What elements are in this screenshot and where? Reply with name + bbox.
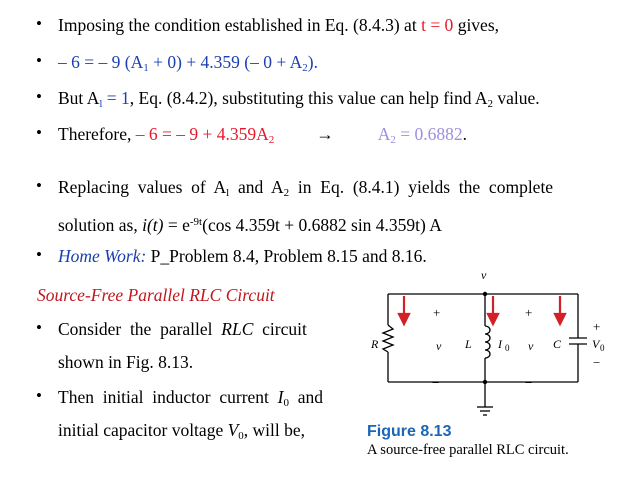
plus-3: + xyxy=(593,319,601,334)
text-segment: = 1 xyxy=(102,88,130,108)
text-segment: But A xyxy=(58,88,100,108)
figure-caption: A source-free parallel RLC circuit. xyxy=(367,442,569,458)
arrow-c-head xyxy=(555,314,565,324)
bullet-line-4 xyxy=(58,123,467,151)
bullet-line-5-cont xyxy=(58,211,442,236)
circuit-diagram xyxy=(360,262,615,422)
subscript: l xyxy=(226,187,230,199)
bullet-marker: • xyxy=(36,123,42,142)
text-segment: shown in Fig. 8.13. xyxy=(58,352,194,372)
text-segment: A xyxy=(377,124,391,144)
i0-sub: 0 xyxy=(505,343,510,353)
minus-2: − xyxy=(525,375,533,390)
text-segment: i(t) xyxy=(142,215,164,235)
v0-sub: 0 xyxy=(600,343,605,353)
v-label-1: v xyxy=(436,339,442,353)
text-segment: V xyxy=(227,420,239,440)
text-segment: Therefore, xyxy=(58,124,136,144)
arrow-symbol: → xyxy=(316,124,334,144)
text-segment: + 0) + 4.359 (– 0 + A xyxy=(148,52,303,72)
subscript: 2 xyxy=(390,134,396,146)
text-segment: RLC xyxy=(221,319,254,339)
text-segment: Imposing the condition established in Eq. (8.4.3) at xyxy=(58,15,422,35)
lower-bullet-1 xyxy=(58,318,307,340)
text-segment: Consider the parallel xyxy=(58,319,222,339)
text-segment: (cos 4.359t + 0.6882 sin 4.359t) A xyxy=(202,215,442,235)
subscript: 2 xyxy=(283,187,290,199)
i0-label: I xyxy=(498,337,502,351)
text-segment: initial capacitor voltage xyxy=(58,420,228,440)
bullet-marker: • xyxy=(36,87,42,106)
bullet-marker: • xyxy=(36,176,42,195)
text-segment: P_Problem 8.4, Problem 8.15 and 8.16. xyxy=(146,246,427,266)
text-segment: circuit xyxy=(253,319,307,339)
bullet-line-3 xyxy=(58,87,540,115)
bullet-marker: • xyxy=(36,14,42,33)
node-top xyxy=(483,292,487,296)
text-segment: t = 0 xyxy=(421,15,454,35)
v0-label: V xyxy=(592,337,600,351)
text-segment: , will be, xyxy=(243,420,306,440)
text-segment: , Eq. (8.4.2), substituting this value can help find A xyxy=(129,88,488,108)
text-segment: – 6 = – 9 (A xyxy=(58,52,144,72)
c-label: C xyxy=(553,337,562,351)
bullet-line-2 xyxy=(58,51,318,79)
bullet-marker: • xyxy=(36,386,42,405)
subscript: 2 xyxy=(268,134,275,146)
lower-bullet-2-cont xyxy=(58,419,305,447)
subscript: 1 xyxy=(143,62,149,74)
bullet-line-5 xyxy=(58,176,603,204)
arrow-l-head xyxy=(488,314,498,324)
text-segment: = 0.6882 xyxy=(395,124,463,144)
subscript: 2 xyxy=(487,98,494,110)
subscript: 2 xyxy=(302,62,308,74)
v-label-2: v xyxy=(528,339,534,353)
plus-2: + xyxy=(525,305,533,320)
text-segment: . xyxy=(462,124,468,144)
lower-bullet-1-cont xyxy=(58,351,193,373)
figure-title: Figure 8.13 xyxy=(367,423,452,440)
resistor xyxy=(383,325,393,352)
node-bottom xyxy=(483,380,487,384)
bullet-marker: • xyxy=(36,51,42,70)
text-segment: value. xyxy=(493,88,540,108)
bullet-marker: • xyxy=(36,245,42,264)
subscript: 0 xyxy=(238,430,244,442)
text-segment: Then initial inductor current xyxy=(58,387,278,407)
text-segment: gives, xyxy=(453,15,500,35)
l-label: L xyxy=(465,337,472,351)
plus-1: + xyxy=(433,305,441,320)
superscript: -9t xyxy=(189,216,203,228)
text-segment: and A xyxy=(229,177,284,197)
inductor xyxy=(485,326,490,358)
text-segment: ). xyxy=(307,52,318,72)
text-segment: and xyxy=(288,387,324,407)
r-label: R xyxy=(371,337,379,351)
subscript: l xyxy=(99,98,103,110)
text-segment: I xyxy=(277,387,284,407)
minus-3: − xyxy=(593,355,601,370)
bullet-marker: • xyxy=(36,318,42,337)
section-title: Source-Free Parallel RLC Circuit xyxy=(37,285,275,305)
v-node-label: v xyxy=(481,268,487,282)
text-segment: Replacing values of A xyxy=(58,177,227,197)
bullet-line-1 xyxy=(58,14,499,36)
text-segment: = e xyxy=(163,215,190,235)
text-segment: – 6 = – 9 + 4.359A xyxy=(135,124,269,144)
text-segment: solution as, xyxy=(58,215,143,235)
subscript: 0 xyxy=(283,397,289,409)
homework-label: Home Work: xyxy=(58,246,147,266)
text-segment: in Eq. (8.4.1) yields the complete xyxy=(289,177,554,197)
minus-1: − xyxy=(432,375,440,390)
arrow-r-head xyxy=(399,314,409,324)
lower-bullet-2 xyxy=(58,386,323,414)
